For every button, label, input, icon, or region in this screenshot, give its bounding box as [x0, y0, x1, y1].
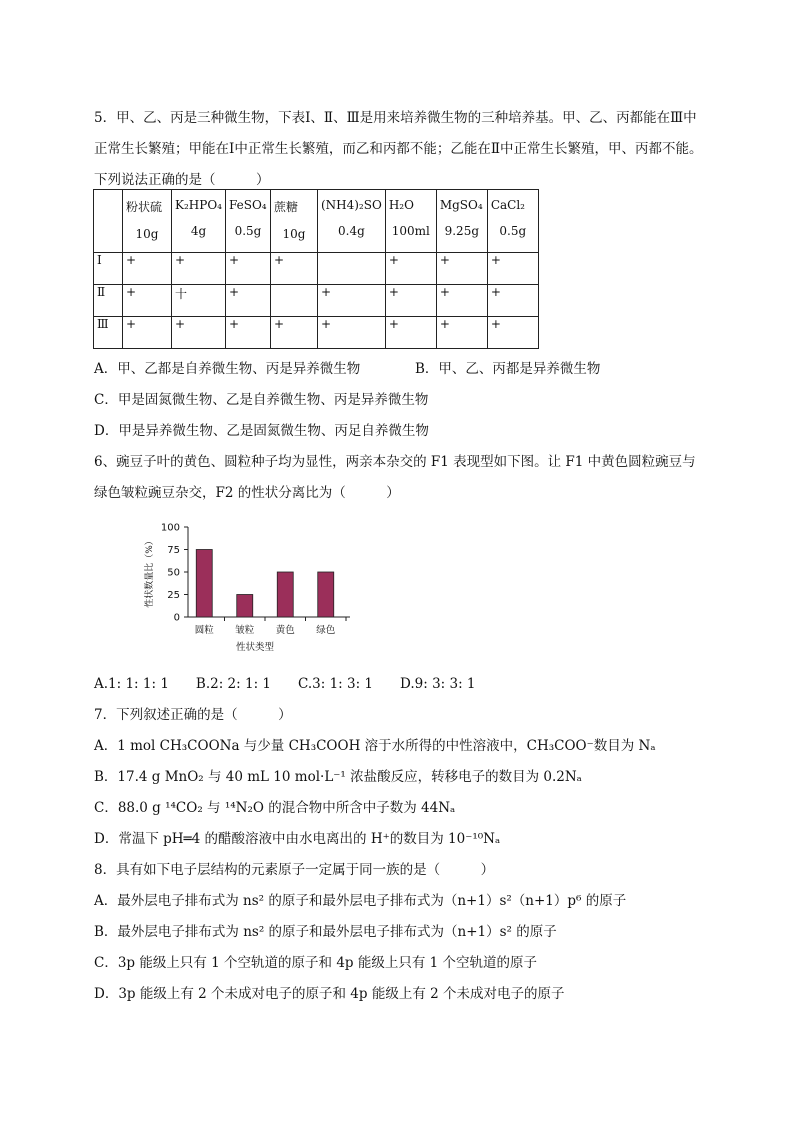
- q5-option-b: B．甲、乙、丙都是异养微生物: [415, 361, 601, 377]
- table-header-row: [94, 190, 539, 253]
- table-header-cell: 蔗糖 10g: [270, 190, 317, 253]
- q7-option-b: B．17.4 g MnO₂ 与 40 mL 10 mol·L⁻¹ 浓盐酸反应，转移电子的数目为 0.2Nₐ: [94, 769, 582, 785]
- y-tick-label: 50: [167, 567, 180, 579]
- table-header-cell: [94, 190, 123, 253]
- table-cell: +: [487, 253, 538, 285]
- q6-stem-line1: 6、豌豆子叶的黄色、圆粒种子均为显性，两亲本杂交的 F1 表现型如下图。让 F1 中黄色圆粒豌豆与: [94, 454, 696, 470]
- q8-option-a: A．最外层电子排布式为 ns² 的原子和最外层电子排布式为（n+1）s²（n+1）p⁶ 的原子: [94, 893, 627, 909]
- table-cell: +: [172, 253, 226, 285]
- q7-option-c: C．88.0 g ¹⁴CO₂ 与 ¹⁴N₂O 的混合物中所含中子数为 44Nₐ: [94, 800, 456, 816]
- table-cell: +: [270, 253, 317, 285]
- table-header-cell: 粉状硫 10g: [123, 190, 172, 253]
- table-cell: +: [317, 317, 385, 349]
- q5-stem: 5．甲、乙、丙是三种微生物，下表Ⅰ、Ⅱ、Ⅲ是用来培养微生物的三种培养基。甲、乙、丙都能在Ⅲ中正常生长繁殖；甲能在Ⅰ中正常生长繁殖，而乙和丙都不能；乙能在Ⅱ中正常生长繁殖，甲、丙都不能。下列说法正确的是（ ）: [94, 110, 703, 188]
- table-row: [94, 285, 539, 317]
- bar: [196, 550, 212, 618]
- q8-option-b: B．最外层电子排布式为 ns² 的原子和最外层电子排布式为（n+1）s² 的原子: [94, 924, 557, 940]
- q7-option-d: D．常温下 pH═4 的醋酸溶液中由水电离出的 H⁺的数目为 10⁻¹⁰Nₐ: [94, 831, 501, 847]
- bar: [237, 595, 253, 618]
- q7-stem: 7．下列叙述正确的是（ ）: [94, 707, 292, 723]
- table-cell: +: [123, 285, 172, 317]
- table-cell: +: [436, 285, 487, 317]
- table-cell: +: [385, 317, 436, 349]
- bar: [277, 572, 293, 617]
- x-tick-label: 圆粒: [194, 625, 214, 636]
- y-axis-label: 性状数量比（%）: [145, 536, 155, 608]
- table-header-cell: FeSO₄ 0.5g: [225, 190, 270, 253]
- q8-stem: 8．具有如下电子层结构的元素原子一定属于同一族的是（ ）: [94, 862, 495, 878]
- table-header-cell: MgSO₄ 9.25g: [436, 190, 487, 253]
- table-cell: +: [172, 317, 226, 349]
- table-cell: +: [436, 317, 487, 349]
- table-cell: [270, 285, 317, 317]
- q8-option-d: D．3p 能级上有 2 个未成对电子的原子和 4p 能级上有 2 个未成对电子的原子: [94, 986, 565, 1002]
- table-cell: +: [270, 317, 317, 349]
- table-header-cell: H₂O 100ml: [385, 190, 436, 253]
- q5-option-a: A．甲、乙都是自养微生物、丙是异养微生物: [94, 361, 361, 377]
- table-cell: +: [385, 285, 436, 317]
- table-cell: +: [436, 253, 487, 285]
- table-header-cell: K₂HPO₄ 4g: [172, 190, 226, 253]
- y-tick-label: 75: [167, 545, 180, 556]
- q5-option-c: C．甲是固氮微生物、乙是自养微生物、丙是异养微生物: [94, 392, 429, 408]
- y-tick-label: 100: [160, 522, 180, 534]
- table-cell: Ⅰ: [94, 253, 123, 285]
- q6-stem-line2: 绿色皱粒豌豆杂交，F2 的性状分离比为（ ）: [94, 485, 400, 501]
- q6-options: A.1: 1: 1: 1 B.2: 2: 1: 1 C.3: 1: 3: 1 D.9: 3: 3: 1: [94, 676, 476, 692]
- table-cell: 十: [172, 285, 226, 317]
- x-tick-label: 皱粒: [235, 625, 255, 636]
- q8-option-c: C．3p 能级上只有 1 个空轨道的原子和 4p 能级上只有 1 个空轨道的原子: [94, 955, 538, 971]
- table-cell: Ⅱ: [94, 285, 123, 317]
- table-cell: +: [123, 253, 172, 285]
- bar: [318, 572, 334, 617]
- table-cell: +: [225, 317, 270, 349]
- table-cell: +: [225, 253, 270, 285]
- x-tick-label: 绿色: [316, 625, 336, 636]
- chart-svg: [134, 517, 364, 657]
- y-tick-label: 0: [173, 612, 180, 624]
- table-cell: +: [487, 317, 538, 349]
- q7-option-a: A．1 mol CH₃COONa 与少量 CH₃COOH 溶于水所得的中性溶液中，CH₃COO⁻数目为 Nₐ: [94, 738, 656, 754]
- table-cell: +: [487, 285, 538, 317]
- x-axis-label: 性状类型: [235, 642, 275, 653]
- table-row: [94, 253, 539, 285]
- table-header-cell: CaCl₂ 0.5g: [487, 190, 538, 253]
- phenotype-bar-chart: [134, 517, 364, 657]
- y-tick-label: 25: [167, 590, 180, 601]
- q5-option-d: D．甲是异养微生物、乙是固氮微生物、丙足自养微生物: [94, 423, 429, 439]
- table-cell: Ⅲ: [94, 317, 123, 349]
- table-cell: [317, 253, 385, 285]
- table-header-cell: (NH4)₂SO 0.4g: [317, 190, 385, 253]
- x-tick-label: 黄色: [275, 625, 295, 636]
- table-cell: +: [317, 285, 385, 317]
- table-cell: +: [225, 285, 270, 317]
- table-row: [94, 317, 539, 349]
- table-cell: +: [123, 317, 172, 349]
- culture-medium-table: [93, 189, 539, 349]
- table-cell: +: [385, 253, 436, 285]
